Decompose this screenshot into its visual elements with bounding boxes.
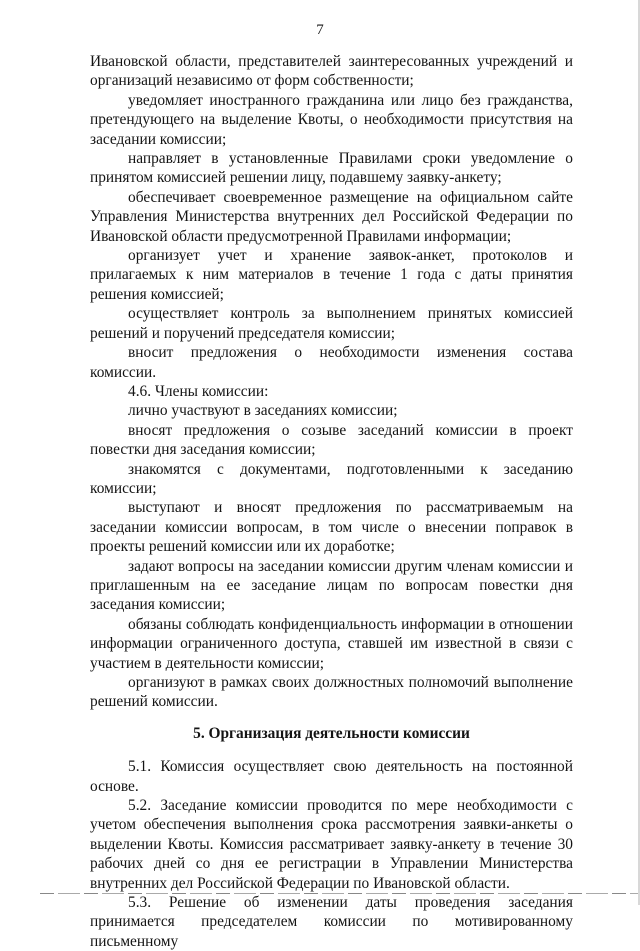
paragraph-4: обеспечивает своевременное размещение на официальном сайте Управления Министерства внутренних дел Российской Федерации по Ивановской области предусмотренной Правилами информации;: [90, 188, 573, 245]
document-body: [90, 52, 573, 951]
paragraph-11: знакомятся с документами, подготовленными к заседанию комиссии;: [90, 460, 573, 497]
paragraph-3: направляет в установленные Правилами сроки уведомление о принятом комиссией решении лицу, подавшему заявку-анкету;: [90, 150, 573, 187]
paragraph-1: Ивановской области, представителей заинтересованных учреждений и организаций независимо от форм собственности;: [90, 53, 573, 90]
paragraph-9: лично участвуют в заседаниях комиссии;: [128, 402, 398, 420]
clause-5-1: 5.1. Комиссия осуществляет свою деятельность на постоянной основе.: [90, 758, 573, 795]
clause-5-2: 5.2. Заседание комиссии проводится по мере необходимости с учетом обеспечения выполнения срока рассмотрения заявки-анкеты о выделении Квоты. Комиссия рассматривает заявку-анкету в течение 30 рабочих дней со дня ее регистрации в Управлении Министерства внутренних дел Российской Федерации по Ивановской области.: [90, 797, 573, 892]
section-5-heading: 5. Организация деятельности комиссии: [193, 724, 470, 742]
paragraph-6: осуществляет контроль за выполнением принятых комиссией решений и поручений председателя комиссии;: [90, 305, 573, 342]
page-number: 7: [316, 22, 324, 38]
paragraph-14: обязаны соблюдать конфиденциальность информации в отношении информации ограниченного доступа, ставшей им известной в связи с участием в деятельности комиссии;: [90, 615, 573, 672]
paragraph-15: организуют в рамках своих должностных полномочий выполнение решений комиссии.: [90, 674, 573, 711]
scan-artifact-line: [40, 893, 640, 894]
clause-5-3: 5.3. Решение об изменении даты проведения заседания принимается председателем комиссии по мотивированному письменному: [90, 894, 573, 950]
paragraph-5: организует учет и хранение заявок-анкет, протоколов и прилагаемых к ним материалов в течение 1 года с даты принятия решения комиссией;: [90, 247, 573, 303]
paragraph-12: выступают и вносят предложения по рассматриваемым на заседании комиссии вопросам, в том числе о внесении поправок в проекты решений комиссии или их доработке;: [90, 499, 573, 556]
paragraph-13: задают вопросы на заседании комиссии другим членам комиссии и приглашенным на ее заседание лицам по вопросам повестки дня заседания комиссии;: [90, 557, 573, 614]
paragraph-7: вносит предложения о необходимости изменения состава комиссии.: [90, 344, 573, 381]
paragraph-2: уведомляет иностранного гражданина или лицо без гражданства, претендующего на выделение Квоты, о необходимости присутствия на заседании комиссии;: [90, 91, 573, 148]
clause-4-6-title: 4.6. Члены комиссии:: [128, 382, 269, 400]
paragraph-10: вносят предложения о созыве заседаний комиссии в проект повестки дня заседания комиссии;: [90, 421, 573, 459]
